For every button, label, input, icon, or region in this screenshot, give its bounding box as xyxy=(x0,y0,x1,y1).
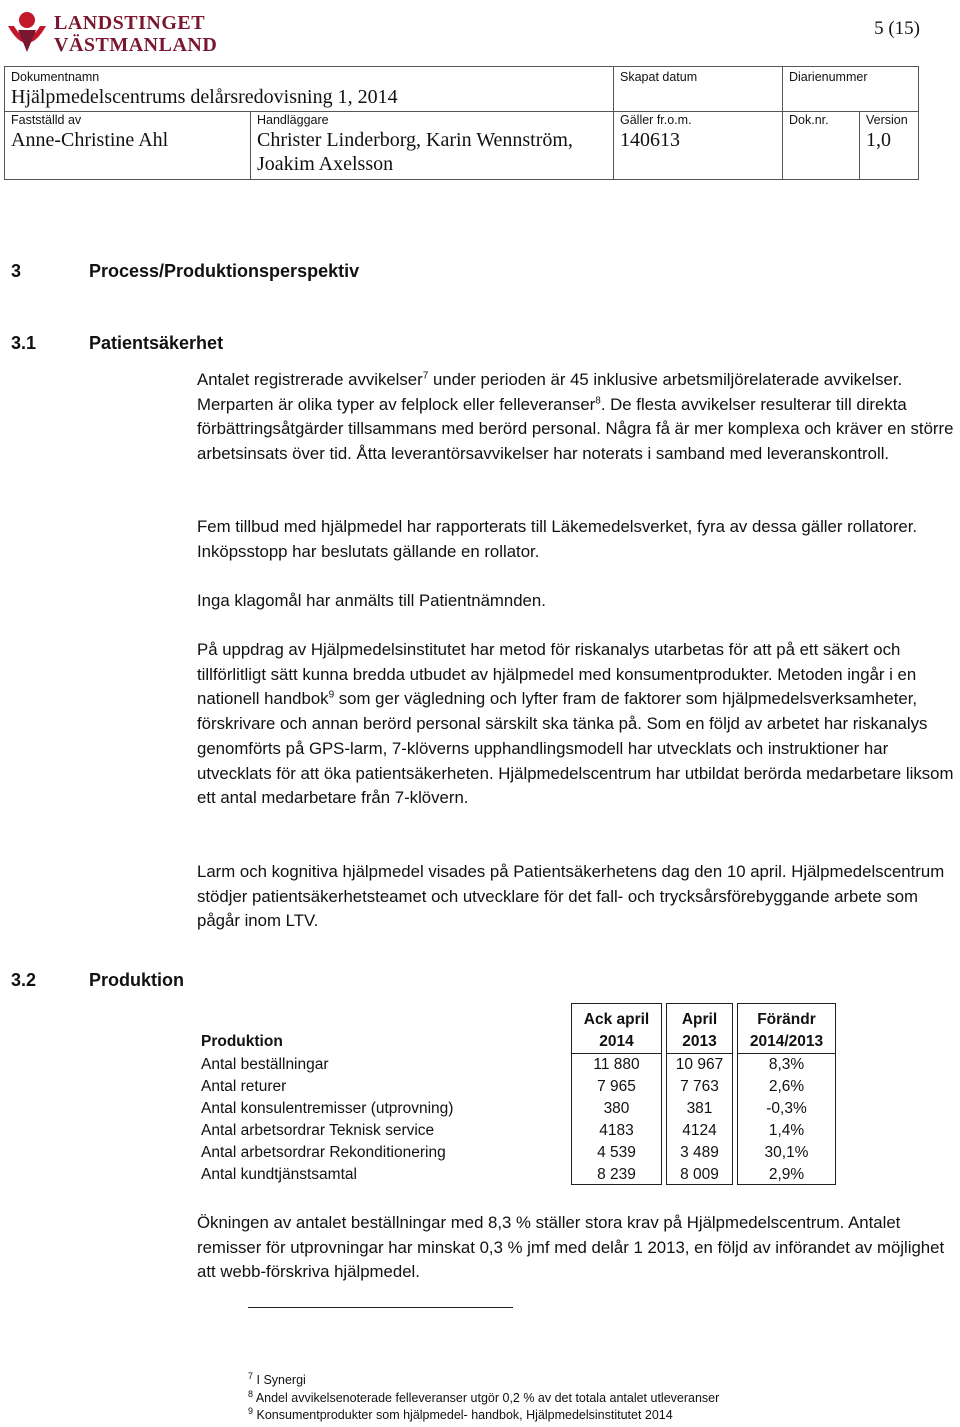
text-run: under perioden är 45 inklusive arbetsmiljörelaterade avvikelser. Merparten är olika typer av felplock eller felleveranser xyxy=(197,370,903,414)
text-run: Antalet registrerade avvikelser xyxy=(197,370,423,389)
section-title: Patientsäkerhet xyxy=(89,333,224,353)
footnote-number: 9 xyxy=(248,1405,254,1416)
table-row-label: Antal arbetsordrar Teknisk service xyxy=(201,1122,435,1139)
section-title: Produktion xyxy=(89,970,184,990)
footnote-text: I Synergi xyxy=(256,1373,306,1387)
footnote-number: 8 xyxy=(248,1388,254,1399)
doc-nr-label: Dok.nr. xyxy=(789,113,829,127)
table-cell: 380 xyxy=(603,1100,630,1117)
approved-by-label: Fastställd av xyxy=(11,113,82,127)
footnote-ref[interactable]: 7 xyxy=(422,370,429,382)
divider xyxy=(250,111,251,179)
divider xyxy=(613,67,614,179)
footnote-text: Konsumentprodukter som hjälpmedel- handbok, Hjälpmedelsinstitutet 2014 xyxy=(256,1408,673,1422)
approved-by-value: Anne-Christine Ahl xyxy=(11,129,169,151)
section-heading-3-1 xyxy=(11,333,511,357)
table-cell: 3 489 xyxy=(680,1144,719,1161)
table-row-label: Antal beställningar xyxy=(201,1056,329,1073)
logo-emblem-icon xyxy=(4,8,50,56)
doc-name-value: Hjälpmedelscentrums delårsredovisning 1, 2014 xyxy=(11,86,398,108)
table-cell: 8,3% xyxy=(768,1056,805,1073)
valid-from-label: Gäller fr.o.m. xyxy=(620,113,692,127)
paragraph-deviations xyxy=(197,368,957,467)
table-cell: 7 965 xyxy=(597,1078,636,1095)
table-cell: 2,9% xyxy=(768,1166,805,1183)
section-title: Process/Produktionsperspektiv xyxy=(89,261,360,281)
handler-value-line2: Joakim Axelsson xyxy=(257,153,394,175)
paragraph-text: Fem tillbud med hjälpmedel har rapporterats till Läkemedelsverket, fyra av dessa gäller rollatorer. Inköpsstopp har beslutats gällande en rollator. xyxy=(197,517,918,561)
table-row-header: Produktion xyxy=(201,1033,283,1050)
page-number: 5 (15) xyxy=(874,18,920,39)
paragraph-text: Inga klagomål har anmälts till Patientnämnden. xyxy=(197,591,546,610)
footnote xyxy=(248,1405,673,1422)
paragraph-complaints xyxy=(197,589,957,614)
table-row-label: Antal kundtjänstsamtal xyxy=(201,1166,357,1183)
table-cell: 11 880 xyxy=(593,1056,640,1073)
table-cell: 1,4% xyxy=(768,1122,805,1139)
table-cell: 4183 xyxy=(599,1122,634,1139)
divider xyxy=(571,1053,662,1054)
handler-value-line1: Christer Linderborg, Karin Wennström, xyxy=(257,129,573,151)
column-header: 2013 xyxy=(682,1033,717,1050)
divider xyxy=(737,1053,836,1054)
text-run: På uppdrag av Hjälpmedelsinstitutet har metod för riskanalys utarbetas för att på ett säkert och tillförlitligt sätt kunna bredda utbudet av hjälpmedel med konsumentprodukter. Metoden ingår i en nationell handbok xyxy=(197,640,917,709)
divider xyxy=(666,1053,733,1054)
divider xyxy=(782,67,783,179)
paragraph-text: Larm och kognitiva hjälpmedel visades på Patientsäkerhetens dag den 10 april. Hjälpmedelscentrum stödjer patientsäkerhetsteamet och utvecklare för det fall- och trycksårsförebyggande arbete som pågår inom LTV. xyxy=(197,862,945,931)
column-header: 2014/2013 xyxy=(749,1033,824,1050)
paragraph-incidents xyxy=(197,515,957,564)
diary-number-label: Diarienummer xyxy=(789,70,868,84)
valid-from-value: 140613 xyxy=(620,129,680,151)
logo-text-line1: LANDSTINGET xyxy=(54,12,206,34)
handler-label: Handläggare xyxy=(257,113,329,127)
footnote xyxy=(248,1388,720,1405)
table-cell: 4124 xyxy=(682,1122,717,1139)
footnote-ref[interactable]: 8 xyxy=(595,395,601,407)
footnote xyxy=(248,1370,306,1387)
section-number: 3.1 xyxy=(11,333,37,353)
version-value: 1,0 xyxy=(866,129,891,151)
text-run: . De flesta avvikelser resulterar till direkta förbättringsåtgärder tillsammans med berörd personal. Några få är mer komplexa och kräver en större arbetsinsats över tid. Åtta leverantörsavvikelser har noterats i samband med leveranskontroll. xyxy=(197,394,954,464)
paragraph-production-summary xyxy=(197,1211,957,1285)
document-header-table xyxy=(4,66,919,180)
version-label: Version xyxy=(866,113,908,127)
section-heading-3-2 xyxy=(11,970,511,994)
paragraph-patient-safety-day xyxy=(197,860,957,934)
table-cell: 30,1% xyxy=(764,1144,809,1161)
footnote-text: Andel avvikelsenoterade felleveranser utgör 0,2 % av det totala antalet utleveranser xyxy=(255,1391,720,1405)
column-header: Ack april xyxy=(583,1011,650,1028)
column-header: Förändr xyxy=(757,1011,816,1028)
table-cell: 4 539 xyxy=(597,1144,636,1161)
table-row-label: Antal konsulentremisser (utprovning) xyxy=(201,1100,454,1117)
section-heading-3 xyxy=(11,261,511,285)
table-cell: 8 239 xyxy=(597,1166,636,1183)
table-cell: 381 xyxy=(686,1100,713,1117)
footnote-separator xyxy=(248,1307,513,1308)
table-cell: 2,6% xyxy=(768,1078,805,1095)
divider xyxy=(859,111,860,179)
footnote-number: 7 xyxy=(248,1370,254,1381)
table-cell: -0,3% xyxy=(766,1100,807,1117)
table-cell: 8 009 xyxy=(680,1166,719,1183)
logo-text-line2: VÄSTMANLAND xyxy=(54,34,218,56)
section-number: 3 xyxy=(11,261,22,281)
table-row-label: Antal arbetsordrar Rekonditionering xyxy=(201,1144,446,1161)
text-run: som ger vägledning och lyfter fram de faktorer som hjälpmedelsverksamheter, förskrivare och annan berörd personal särskilt ska tänka på. Som en följd av arbetet har riskanalys genomförts på GPS-larm, 7-klöverns upphandlingsmodell har utvecklats och instruktioner har utvecklats för att öka patientsäkerheten. Hjälpmedelscentrum har utbildat berörda medarbetare liksom ett antal medarbetare från 7-klövern. xyxy=(197,689,954,808)
doc-name-label: Dokumentnamn xyxy=(11,70,100,84)
organization-logo xyxy=(4,6,218,58)
table-cell: 7 763 xyxy=(680,1078,719,1095)
table-cell: 10 967 xyxy=(675,1056,724,1073)
created-date-label: Skapat datum xyxy=(620,70,698,84)
column-header: April xyxy=(681,1011,718,1028)
column-header: 2014 xyxy=(599,1033,634,1050)
footnote-ref[interactable]: 9 xyxy=(328,689,335,701)
paragraph-risk-analysis xyxy=(197,638,957,811)
table-row-label: Antal returer xyxy=(201,1078,287,1095)
paragraph-text: Ökningen av antalet beställningar med 8,3 % ställer stora krav på Hjälpmedelscentrum. Antalet remisser för utprovningar har minskat 0,3 % jmf med delår 1 2013, en följd av införandet av möjlighet att webb-förskriva hjälpmedel. xyxy=(197,1213,945,1282)
section-number: 3.2 xyxy=(11,970,37,990)
